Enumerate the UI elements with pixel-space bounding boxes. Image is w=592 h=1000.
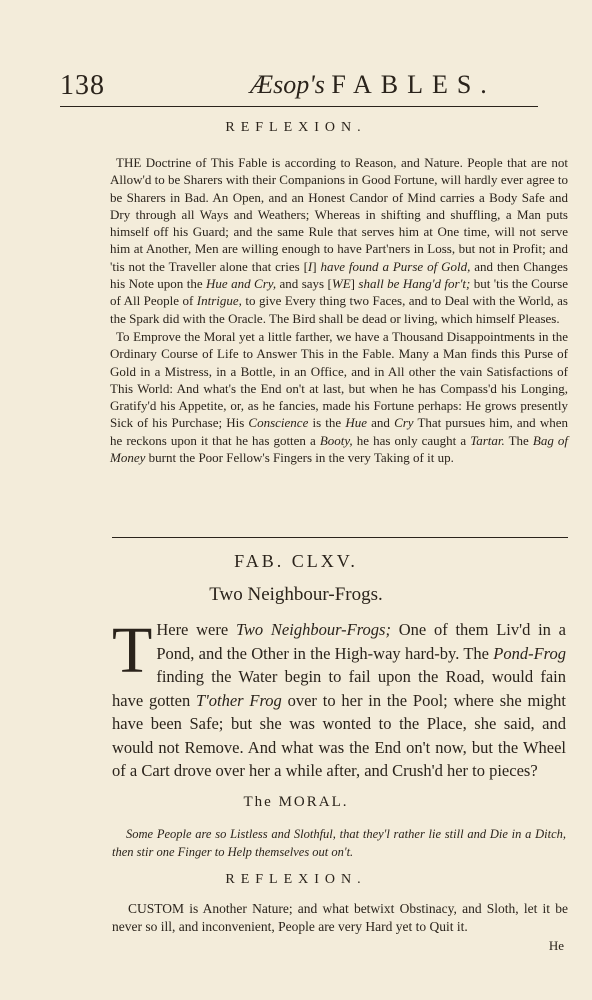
page-number: 138 (60, 70, 105, 101)
reflexion-2-paragraph: CUSTOM is Another Nature; and what betwixt Obstinacy, and Sloth, let it be never so ill, and inconvenient, People are very Hard yet to Quit it. (112, 901, 568, 934)
catchword: He (548, 938, 564, 953)
moral-text: Some People are so Listless and Slothful, that they'l rather lie still and Die in a Ditch, then stir one Finger to Help themselves out on't. (112, 827, 566, 859)
reflexion-paragraph-1: THE Doctrine of This Fable is according to Reason, and Nature. People that are not Allow'd to be Sharers with their Companions in Good Fortune, will hardly ever agree to be Sharers in Bad. An Open, and an Honest Candor of Mind carries a Body Safe and Dry through all Ways and Weathers; Whereas in shifting and shuffling, a Man puts himself off his Guard; and the same Rule that serves him at One time, will not serve him at Another, Men are willing enough to have Part'ners in Loss, but not in Profit; and 'tis not the Traveller alone that cries [I] have found a Purse of Gold, and then Changes his Note upon the Hue and Cry, and says [WE] shall be Hang'd for't; but 'tis the Course of All People of Intrigue, to give Every thing two Faces, and to Deal with the World, as the Spark did with the Oracle. The Bird shall be dead or living, which himself Pleases. (110, 155, 568, 326)
drop-cap: T (112, 614, 153, 687)
fable-number: FAB. CLXV. (234, 551, 358, 571)
reflexion-paragraph-2: To Emprove the Moral yet a little farther, we have a Thousand Disappointments in the Ordinary Course of Life to Answer This in the Fable. Many a Man finds this Purse of Gold in a Mistress, in a Bottle, in an Office, and in All other the vain Satisfactions of This World: And what's the End on't at last, but when he has Compass'd his Longing, Gratify'd his Appetite, or, as he fancies, made his Fortune perhaps: He grows presently Sick of his Purchase; His Conscience is the Hue and Cry That pursues him, and when he reckons upon it that he has gotten a Booty, he has only caught a Tartar. The Bag of Money burnt the Poor Fellow's Fingers in the very Taking of it up. (110, 328, 568, 466)
section-divider (112, 537, 568, 538)
reflexion-2-body (112, 900, 568, 935)
fable-title: Two Neighbour-Frogs. (209, 584, 383, 605)
reflexion-heading: REFLEXION. (225, 120, 367, 135)
running-title-italic: Æsop's (250, 70, 325, 99)
running-header (60, 66, 538, 107)
fable-text: T Here were Two Neighbour-Frogs; One of them Liv'd in a Pond, and the Other in the High-way hard-by. The Pond-Frog finding the Water begin to fail upon the Road, would fain have gotten T'other Frog over to her in the Pool; where she might have been Safe; but she was wonted to the Place, she said, and would not Remove. And what was the End on't now, but the Wheel of a Cart drove over her a while after, and Crush'd her to pieces? (112, 614, 567, 780)
moral-heading: The MORAL. (243, 794, 349, 810)
running-title-caps: FABLES. (331, 70, 496, 99)
reflexion-heading-2: REFLEXION. (225, 872, 367, 887)
running-title (250, 70, 496, 100)
reflexion-body (110, 154, 568, 466)
